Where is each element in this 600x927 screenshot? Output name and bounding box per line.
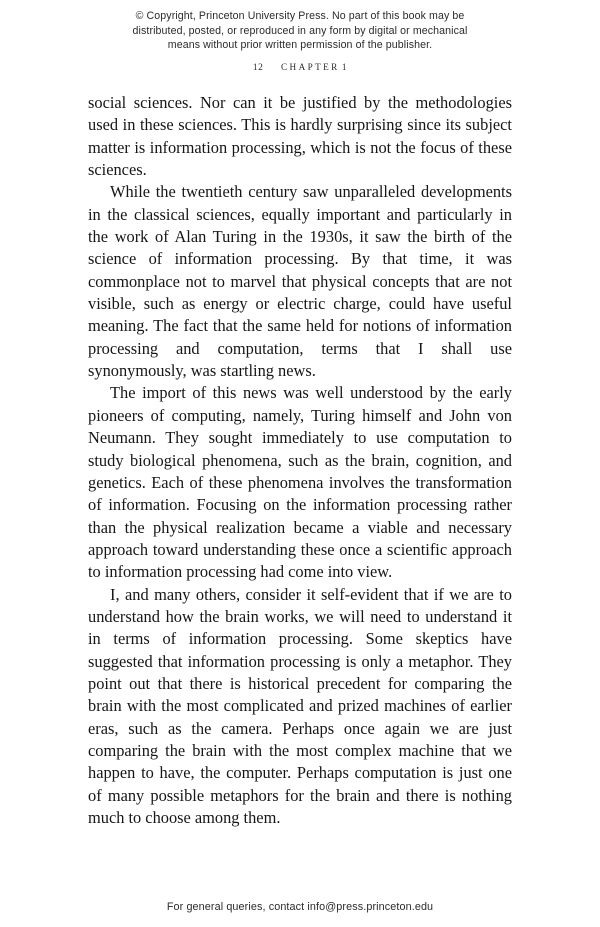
copyright-line-3: means without prior written permission of the publisher.: [167, 39, 433, 52]
running-head-chapter-number: 1: [341, 62, 348, 72]
body-paragraph: social sciences. Nor can it be justified by the methodologies used in these sciences. This is hardly surprising since its subject matter is information processing, which is not the focus of these sciences.: [88, 93, 512, 180]
body-text-column: [88, 92, 512, 829]
copyright-line-2: distributed, posted, or reproduced in any form by digital or mechanical: [132, 24, 468, 37]
body-paragraph: While the twentieth century saw unparalleled developments in the classical sciences, equally important and particularly in the work of Alan Turing in the 1930s, it saw the birth of the science of information processing. By that time, it was commonplace not to marvel that physical concepts that are not visible, such as energy or electric charge, could have useful meaning. The fact that the same held for notions of information processing and computation, terms that I shall use synonymously, was startling news.: [88, 182, 512, 381]
page-folio-number: 12: [252, 63, 264, 73]
copyright-notice: [78, 9, 522, 53]
page-footer: [0, 901, 600, 913]
running-head: [0, 62, 600, 73]
copyright-line-1: © Copyright, Princeton University Press. No part of this book may be: [135, 10, 465, 22]
body-paragraph: I, and many others, consider it self-evident that if we are to understand how the brain works, we will need to understand it in terms of information processing. Some skeptics have suggested that information processing is only a metaphor. They point out that there is historical precedent for comparing the brain with the most complicated and prized machines of earlier eras, such as the camera. Perhaps once again we are just comparing the brain with the most complex machine that we happen to have, the computer. Perhaps computation is just one of many possible metaphors for the brain and there is nothing much to choose among them.: [88, 584, 512, 827]
footer-query-text: For general queries, contact info@press.princeton.edu: [166, 901, 434, 913]
running-head-chapter-label: CHAPTER: [281, 62, 340, 72]
body-paragraph: The import of this news was well understood by the early pioneers of computing, namely, Turing himself and John von Neumann. They sought immediately to use computation to study biological phenomena, such as the brain, cognition, and genetics. Each of these phenomena involves the transformation of information. Focusing on the information processing rather than the physical realization became a viable and necessary approach toward understanding these once a scientific approach to information processing had come into view.: [88, 383, 512, 582]
